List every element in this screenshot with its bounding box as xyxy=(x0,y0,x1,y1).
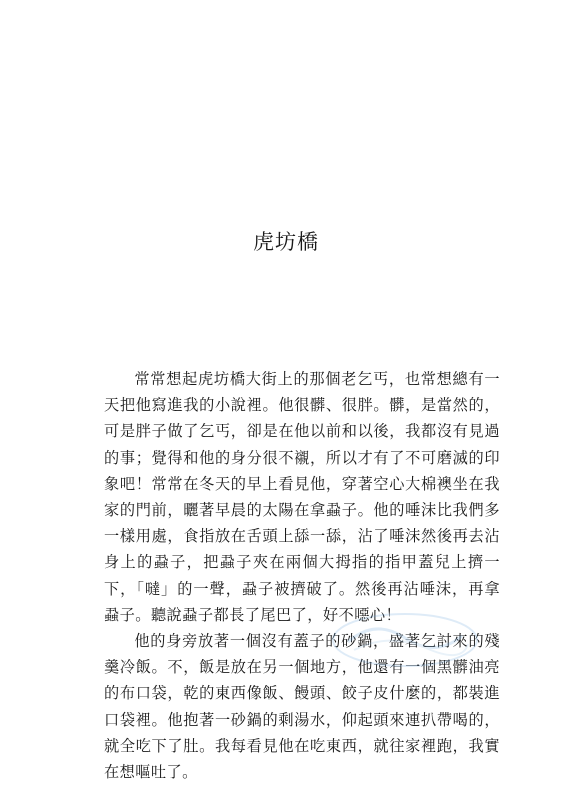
paragraph-1: 常常想起虎坊橋大街上的那個老乞丐，也常想總有一天把他寫進我的小說裡。他很髒、很胖。髒，是當然的，可是胖子做了乞丐，卻是在他以前和以後，我都沒有見過的事；覺得和他的身分很不襯，所以才有了不可磨滅的印象吧！常常在冬天的早上看見他，穿著空心大棉襖坐在我家的門前，曬著早晨的太陽在拿蝨子。他的唾沫比我們多一樣用處，食指放在舌頭上舔一舔，沾了唾沫然後再去沾身上的蝨子，把蝨子夾在兩個大拇指的指甲蓋兒上擠一下，「噠」的一聲，蝨子被擠破了。然後再沾唾沫，再拿蝨子。聽說蝨子都長了尾巴了，好不噁心！ xyxy=(104,370,500,624)
paragraph-2: 他的身旁放著一個沒有蓋子的砂鍋，盛著乞討來的殘羹冷飯。不，飯是放在另一個地方，他還有一個黑髒油亮的布口袋，乾的東西像飯、饅頭、餃子皮什麼的，都裝進口袋裡。他抱著一砂鍋的剩湯水，仰起頭來連扒帶喝的，就全吃下了肚。我每看見他在吃東西，就往家裡跑，我實在想嘔吐了。 xyxy=(104,632,500,782)
body-text xyxy=(104,366,500,785)
chapter-title: 虎坊橋 xyxy=(253,230,319,254)
